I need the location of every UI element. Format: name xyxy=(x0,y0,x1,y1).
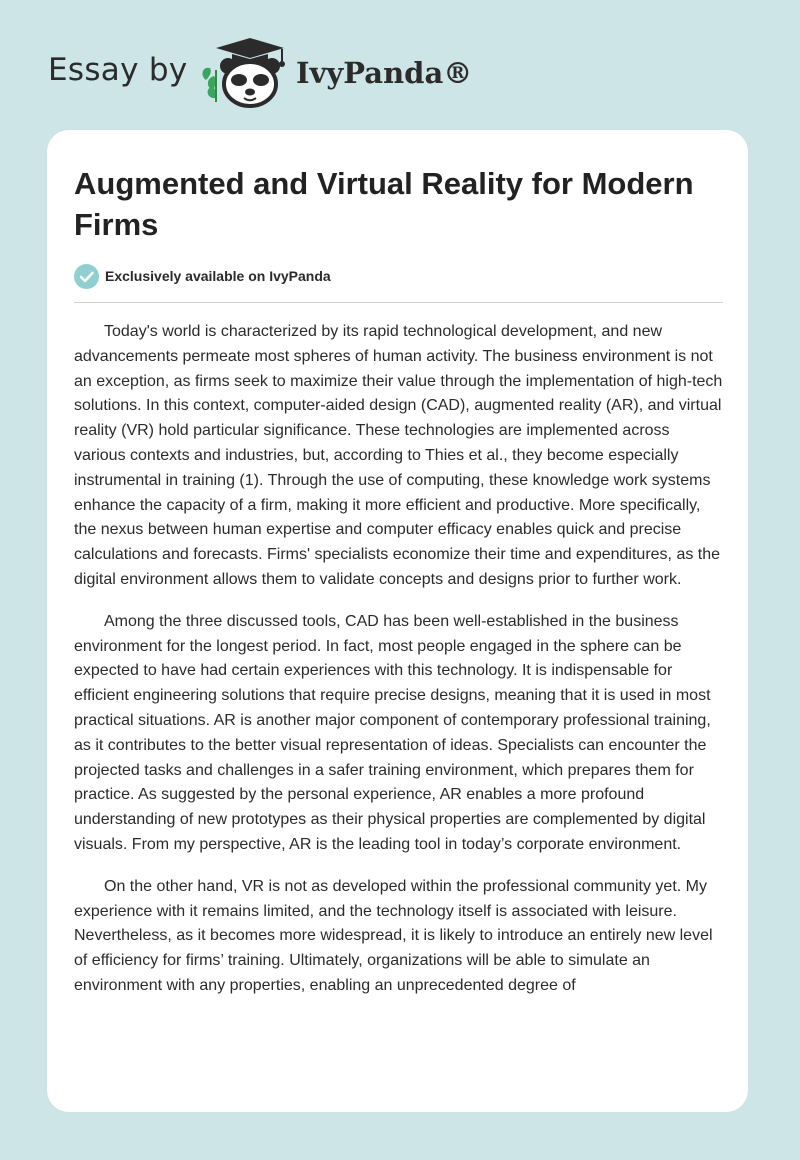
divider xyxy=(74,302,723,303)
exclusive-badge-text: Exclusively available on IvyPanda xyxy=(105,268,331,284)
essay-card xyxy=(47,130,748,1112)
paragraph: Among the three discussed tools, CAD has been well-established in the business environment for the longest period. In fact, most people engaged in the sphere can be expected to have had certain experiences with this technology. It is indispensable for efficient engineering solutions that require precise designs, meaning that it is used in most practical situations. AR is another major component of contemporary professional training, as it contributes to the better visual representation of ideas. Specialists can encounter the projected tasks and challenges in a safer training environment, which prepares them for practice. As suggested by the personal experience, AR enables a more profound understanding of new prototypes as their physical properties are complemented by digital visuals. From my perspective, AR is the leading tool in today’s corporate environment. xyxy=(74,612,711,853)
brand-prefix: Essay by xyxy=(48,52,188,88)
brand-name[interactable]: IvyPanda® xyxy=(296,56,473,90)
page-title: Augmented and Virtual Reality for Modern Firms xyxy=(74,166,694,242)
paragraph: Today's world is characterized by its rapid technological development, and new advancements permeate most spheres of human activity. The business environment is not an exception, as firms seek to maximize their value through the implementation of high-tech solutions. In this context, computer-aided design (CAD), augmented reality (AR), and virtual reality (VR) hold particular significance. These technologies are implemented across various contexts and industries, but, according to Thies et al., they become especially instrumental in training (1). Through the use of computing, these knowledge work systems enhance the capacity of a firm, making it more efficient and productive. More specifically, the nexus between human expertise and computer efficacy enables quick and precise calculations and forecasts. Firms' specialists economize their time and expenditures, as the digital environment allows them to validate concepts and designs prior to further work. xyxy=(74,323,723,588)
essay-body xyxy=(74,320,724,1016)
exclusive-badge xyxy=(74,263,331,289)
leaf-icon xyxy=(203,68,216,102)
paragraph: On the other hand, VR is not as developed within the professional community yet. My experience with it remains limited, and the technology itself is associated with leisure. Nevertheless, as it becomes more widespread, it is likely to introduce an entirely new level of efficiency for firms’ training. Ultimately, organizations will be able to simulate an environment with any properties, enabling an unprecedented degree of xyxy=(74,877,713,994)
check-circle-icon xyxy=(74,264,99,289)
panda-logo-icon xyxy=(198,36,292,108)
site-header xyxy=(0,0,800,120)
panda-face-icon xyxy=(220,58,280,106)
panda-graduate-logo[interactable] xyxy=(198,36,292,108)
